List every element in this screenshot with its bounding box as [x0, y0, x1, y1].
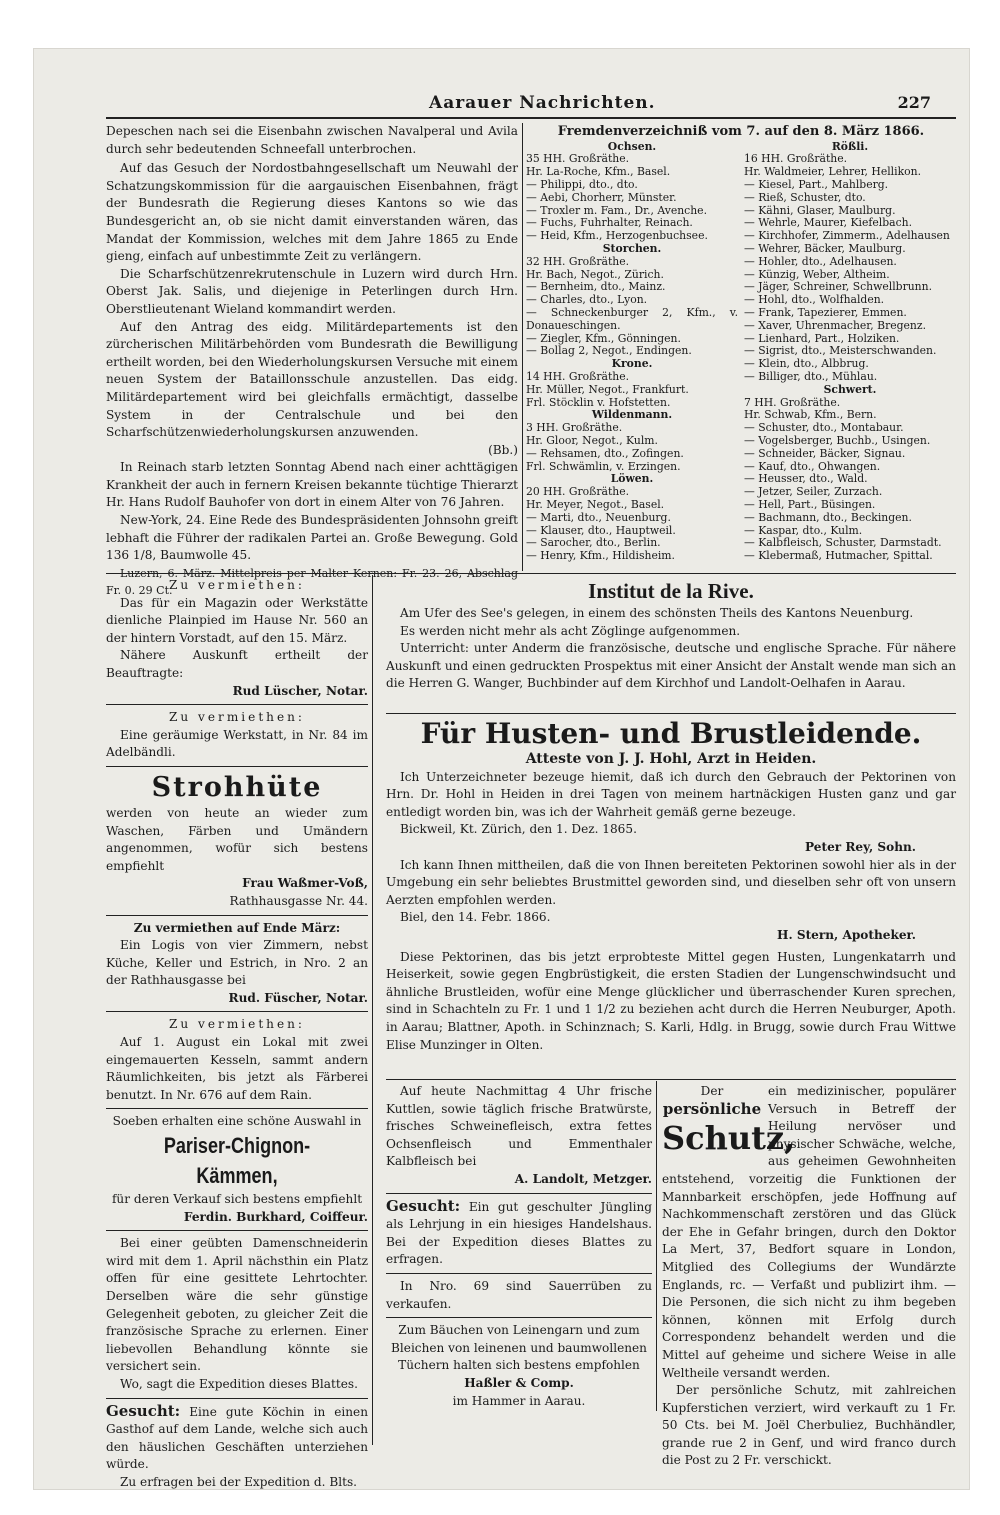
register-entry: Hr. Waldmeier, Lehrer, Hellikon. [744, 165, 922, 179]
news-source: (Bb.) [488, 442, 518, 457]
register-entry: — Bernheim, dto., Mainz. [526, 280, 666, 294]
ad-text: In Nro. 69 sind Sauerrüben zu verkaufen. [386, 1278, 652, 1311]
register-entry: — Kirchhofer, Zimmerm., Adelhausen [744, 229, 950, 243]
register-entry: — Sigrist, dto., Meisterschwanden. [744, 344, 937, 358]
register-entry: — Henry, Kfm., Hildisheim. [526, 549, 675, 563]
section-rule [386, 713, 956, 714]
register-hotel: Löwen. [610, 472, 654, 486]
ad-schutz [662, 1083, 956, 1470]
ad-signature: Haßler & Comp. [464, 1375, 574, 1390]
column-divider [372, 575, 373, 1445]
page-title: Aarauer Nachrichten. [429, 93, 656, 113]
ad-text: werden von heute an wieder zum Waschen, Färben und Umändern angenommen, wofür sich bestens empfiehlt [106, 805, 368, 873]
register-entry: — Hell, Part., Büsingen. [744, 497, 876, 511]
register-hotel: Schwert. [823, 382, 877, 396]
ad-rule [386, 1193, 652, 1194]
register-entry: 35 HH. Großräthe. [526, 152, 630, 166]
ad-text: Wo, sagt die Expedition dieses Blattes. [120, 1376, 358, 1391]
register-entry: — Hohler, dto., Adelhausen. [744, 254, 897, 268]
ad-rule [106, 1398, 368, 1399]
register-entry: — Kähni, Glaser, Maulburg. [744, 203, 896, 217]
register-entry: 14 HH. Großräthe. [526, 369, 630, 383]
register-entry: — Schneckenburger 2, Kfm., v. Donaueschingen. [526, 305, 738, 332]
register-entry: — Xaver, Uhrenmacher, Bregenz. [744, 318, 927, 332]
ad-rent-1 [106, 577, 368, 700]
ad-institut [386, 577, 956, 693]
register-entry: — Charles, dto., Lyon. [526, 293, 648, 307]
register-entry: — Rehsamen, dto., Zofingen. [526, 446, 684, 460]
ad-rule [106, 1230, 368, 1231]
ad-strohhuete [106, 771, 368, 911]
register-left [526, 141, 738, 563]
ad-husten [386, 717, 956, 1054]
ad-rent-4 [106, 1016, 368, 1104]
ad-text: Der persönliche Schutz, mit zahlreichen Kupferstichen verziert, wird verkauft zu 1 Fr. 50 Cts. bei M. Joël Cherbuliez, Buchhändler, grande rue 2 in Genf, und wird franco durch die Post zu 2 Fr. verschickt. [662, 1383, 956, 1468]
ad-signature: Rud. Füscher, Notar. [228, 990, 368, 1005]
ad-text: ein medizinischer, populärer Versuch in Betreff der Heilung nervöser und physischer Schwäche, welche, aus geheimen Gewohnheiten entstehend, vorzeitig die Funktionen der Mannbarkeit erschöpfen, jede Hoffnung auf Nachkommenschaft zerstören und das Glück der Ehe in Gefahr bringen, durch den Doktor La Mert, 37, Bedfort square in London, Mitglied des Collegiums der Wundärzte Englands, rc. — Verfaßt und publizirt ihm. — Die Personen, die sich nicht zu ihm begeben können, können mit Erfolg durch Correspondenz behandelt werden und die Mittel auf geheime und sichere Weise in alle Weltheile versandt werden. [662, 1084, 956, 1380]
register-entry: 20 HH. Großräthe. [526, 485, 630, 499]
register-entry: 32 HH. Großräthe. [526, 254, 630, 268]
testimonial: Ich Unterzeichneter bezeuge hiemit, daß ich durch den Gebrauch der Pektorinen von Hrn. Dr. Hohl in Heiden in drei Tagen von meinem hartnäckigen Husten ganz und gar entledigt worden bin, was ich der Wahrheit gemäß gerne bezeuge. [386, 769, 956, 819]
ad-text: Auf heute Nachmittag 4 Uhr frische Kuttlen, sowie täglich frische Bratwürste, frisches Schweinefleisch, extra fettes Ochsenfleisch und Emmenthaler Kalbfleisch bei [386, 1084, 652, 1169]
ad-signature: Rud Lüscher, Notar. [232, 683, 368, 698]
ad-text: Es werden nicht mehr als acht Zöglinge aufgenommen. [400, 623, 741, 638]
register-entry: — Heid, Kfm., Herzogenbuchsee. [526, 229, 708, 243]
ad-signature: Frau Waßmer-Voß, [242, 876, 368, 891]
news-column [106, 123, 518, 600]
register-entry: — Künzig, Weber, Altheim. [744, 267, 890, 281]
register-entry: Hr. Bach, Negot., Zürich. [526, 267, 664, 281]
ad-headline: Pariser-Chignon-Kämmen, [163, 1133, 311, 1189]
ad-rule [106, 766, 368, 767]
testimonial-signature: Peter Rey, Sohn. [805, 839, 916, 854]
register-entry: — Kiesel, Part., Mahlberg. [744, 177, 889, 191]
news-item: Luzern, 6. März. Mittelpreis per Malter Kernen: Fr. 23. 26, Abschlag Fr. 0. 29 Ct. [106, 566, 518, 598]
testimonial-place: Bickweil, Kt. Zürich, den 1. Dez. 1865. [400, 822, 637, 837]
register-entry: — Ziegler, Kfm., Gönningen. [526, 331, 681, 345]
register-entry: Hr. Schwab, Kfm., Bern. [744, 408, 877, 422]
testimonial-signature: H. Stern, Apotheker. [777, 927, 916, 942]
ad-headline: Institut de la Rive. [588, 579, 754, 603]
ads-left-column [106, 577, 368, 1490]
register-right [744, 141, 956, 563]
ad-damenschneiderin [106, 1235, 368, 1393]
ad-heading: Zu vermiethen: [169, 578, 305, 592]
ad-text: Unterricht: unter Anderm die französische, deutsche und englische Sprache. Für nähere Auskunft und einen gedruckten Prospektus mit einer Ansicht der Anstalt wende man sich an die Herren G. Wanger, Buchbinder auf dem Kirchhof und Landolt-Oelhafen in Aarau. [386, 641, 956, 691]
ad-rule [106, 1011, 368, 1012]
ad-text: Ein Logis von vier Zimmern, nebst Küche, Keller und Estrich, in Nro. 2 an der Rathhausgasse bei [106, 938, 368, 988]
news-item: Auf den Antrag des eidg. Militärdepartements ist den zürcherischen Militärbehörden vom Bundesrath die Bewilligung ertheilt worden, bei den Wiederholungskursen Versuche mit einem neuen System der Bataillonsschule anzustellen. Das eidg. Militärdepartement wird bei gleichfalls ermächtigt, dasselbe System in der Centralschule und bei den Scharfschützenwiederholungskursen anzuwenden. [106, 319, 518, 440]
register-entry: — Klein, dto., Albbrug. [744, 357, 869, 371]
guest-register [526, 123, 956, 563]
register-entry: — Bachmann, dto., Beckingen. [744, 510, 912, 524]
ad-subheading: Atteste von J. J. Hohl, Arzt in Heiden. [525, 751, 817, 767]
register-entry: Frl. Stöcklin v. Hofstetten. [526, 395, 671, 409]
register-entry: — Kauf, dto., Ohwangen. [744, 459, 881, 473]
ad-label: Gesucht: [386, 1196, 461, 1215]
news-item: Depeschen nach sei die Eisenbahn zwischen Navalperal und Avila durch sehr bedeutenden Schneefall unterbrochen. [106, 124, 518, 156]
ad-label: Gesucht: [106, 1401, 181, 1420]
ad-text: Auf 1. August ein Lokal mit zwei eingemauerten Kesseln, sammt andern Räumlichkeiten, bis jetzt als Färberei benutzt. In Nr. 676 auf dem Rain. [106, 1035, 368, 1102]
register-hotel: Storchen. [602, 241, 662, 255]
register-entry: Hr. La-Roche, Kfm., Basel. [526, 165, 671, 179]
register-entry: 16 HH. Großräthe. [744, 152, 848, 166]
register-entry: — Wehrle, Maurer, Kiefelbach. [744, 216, 913, 230]
register-entry: Hr. Gloor, Negot., Kulm. [526, 433, 658, 447]
ad-headline-part: Der [700, 1084, 724, 1098]
register-entry: — Klauser, dto., Hauptweil. [526, 523, 676, 537]
ad-text: Soeben erhalten eine schöne Auswahl in [112, 1114, 362, 1129]
section-rule [106, 573, 956, 574]
register-entry: — Vogelsberger, Buchb., Usingen. [744, 433, 931, 447]
register-entry: — Jäger, Schreiner, Schwellbrunn. [744, 280, 933, 294]
register-entry: 3 HH. Großräthe. [526, 421, 623, 435]
register-entry: — Bollag 2, Negot., Endingen. [526, 344, 692, 358]
ad-rent-2 [106, 709, 368, 762]
register-entry: — Lienhard, Part., Holziken. [744, 331, 900, 345]
register-entry: Frl. Schwämlin, v. Erzingen. [526, 459, 681, 473]
register-entry: — Troxler m. Fam., Dr., Avenche. [526, 203, 708, 217]
ad-chignon [106, 1113, 368, 1226]
ad-text: Das für ein Magazin oder Werkstätte dienliche Plainpied im Hause Nr. 560 an der hintern Vorstadt, auf den 15. März. [106, 595, 368, 645]
register-entry: — Sarocher, dto., Berlin. [526, 536, 661, 550]
ad-text: Bei einer geübten Damenschneiderin wird mit dem 1. April nächsthin ein Platz offen für eine gesittete Lehrtochter. Derselben wäre die sehr günstige Gelegenheit geboten, zu gleicher Zeit die französische Sprache zu erlernen. Einer liebevollen Behandlung könnte sie versichert sein. [106, 1236, 368, 1374]
ads-mid-column [386, 1083, 652, 1410]
register-entry: — Billiger, dto., Mühlau. [744, 369, 878, 383]
register-entry: — Jetzer, Seiler, Zurzach. [744, 485, 883, 499]
ad-text: Eine gute Köchin in einen Gasthof auf dem Lande, welche sich auch den häuslichen Geschäften unterziehen würde. [106, 1404, 368, 1472]
register-entry: — Marti, dto., Neuenburg. [526, 510, 671, 524]
ad-signature: im Hammer in Aarau. [452, 1393, 586, 1408]
register-entry: — Schuster, dto., Montabaur. [744, 421, 904, 435]
register-entry: — Fuchs, Fuhrhalter, Reinach. [526, 216, 693, 230]
register-entry: 7 HH. Großräthe. [744, 395, 841, 409]
section-rule [386, 1079, 956, 1080]
register-entry: — Frank, Tapezierer, Emmen. [744, 305, 907, 319]
register-entry: — Wehrer, Bäcker, Maulburg. [744, 241, 906, 255]
ad-headline-part: persönliche [662, 1099, 762, 1118]
ad-text: Nähere Auskunft ertheilt der Beauftragte: [106, 648, 368, 680]
register-entry: — Schneider, Bäcker, Signau. [744, 446, 906, 460]
register-entry: Hr. Meyer, Negot., Basel. [526, 497, 665, 511]
register-entry: — Kalbfleisch, Schuster, Darmstadt. [744, 536, 942, 550]
register-hotel: Krone. [611, 357, 653, 371]
header-rule [106, 117, 956, 119]
ad-text: für deren Verkauf sich bestens empfiehlt [111, 1192, 363, 1207]
ad-signature: A. Landolt, Metzger. [514, 1171, 652, 1186]
register-title: Fremdenverzeichniß vom 7. auf den 8. März 1866. [557, 124, 925, 139]
register-hotel: Rößli. [831, 139, 869, 153]
register-entry: — Klebermaß, Hutmacher, Spittal. [744, 549, 933, 563]
ad-rent-3 [106, 920, 368, 1008]
ad-text: Diese Pektorinen, das bis jetzt erprobteste Mittel gegen Husten, Lungenkatarrh und Heiserkeit, sowie gegen Engbrüstigkeit, die ersten Stadien der Lungenschwindsucht und ähnliche Brustleiden, wofür eine Menge glücklicher und überraschender Kuren sprechen, sind in Schachteln zu Fr. 1 und 1 1/2 zu beziehen acht durch die Herren Neuburger, Apoth. in Aarau; Blattner, Apoth. in Schinznach; S. Karli, Hdlg. in Brugg, sowie durch Frau Wittwe Elise Munzinger in Olten. [386, 949, 956, 1052]
ad-text: Ein gut geschulter Jüngling als Lehrjung in ein hiesiges Handelshaus. Bei der Expedition dieses Blattes zu erfragen. [386, 1199, 652, 1267]
ad-text: Zu erfragen bei der Expedition d. Blts. [120, 1474, 358, 1489]
ad-signature: Rathhausgasse Nr. 44. [229, 893, 368, 908]
news-item: In Reinach starb letzten Sonntag Abend nach einer achttägigen Krankheit der auch in fernern Kreisen bekannte tüchtige Thierarzt Hr. Hans Rudolf Bauhofer von dort in einem Alter von 76 Jahren. [106, 460, 518, 510]
ad-koechin [106, 1403, 368, 1490]
register-entry: — Aebi, Chorherr, Münster. [526, 190, 677, 204]
ad-text: Eine geräumige Werkstatt, in Nr. 84 im Adelbändli. [106, 727, 368, 760]
ad-headline: Für Husten- und Brustleidende. [420, 717, 922, 750]
newspaper-page [33, 48, 970, 1490]
ad-headline: Schutz, [662, 1119, 796, 1158]
ad-rule [106, 704, 368, 705]
ad-heading: Zu vermiethen: [169, 710, 305, 725]
register-entry: — Rieß, Schuster, dto. [744, 190, 866, 204]
column-divider [522, 123, 523, 571]
ad-headline: Strohhüte [151, 771, 323, 803]
page-number: 227 [897, 93, 931, 112]
ad-rule [106, 1108, 368, 1109]
register-entry: — Heusser, dto., Wald. [744, 472, 868, 486]
ad-rule [386, 1273, 652, 1274]
register-hotel: Ochsen. [607, 139, 657, 153]
register-entry: — Philippi, dto., dto. [526, 177, 638, 191]
ad-text: Zum Bäuchen von Leinengarn und zum Bleichen von leinenen und baumwollenen Tüchern halten sich bestens empfohlen [391, 1323, 647, 1373]
ad-heading: Zu vermiethen: [169, 1017, 305, 1032]
ad-rule [386, 1317, 652, 1318]
ad-signature: Ferdin. Burkhard, Coiffeur. [183, 1209, 368, 1224]
register-entry: — Kaspar, dto., Kulm. [744, 523, 863, 537]
ad-heading: Zu vermiethen auf Ende März: [133, 920, 341, 935]
news-item: New-York, 24. Eine Rede des Bundespräsidenten Johnsohn greift lebhaft die Führer der radikalen Partei an. Große Bewegung. Gold 136 1/8, Baumwolle 45. [106, 513, 518, 563]
testimonial: Ich kann Ihnen mittheilen, daß die von Ihnen bereiteten Pektorinen sowohl hier als in der Umgebung ein sehr beliebtes Brustmittel geworden sind, und dieselben sehr oft von unsern Aerzten empfohlen werden. [386, 857, 956, 907]
news-item: Auf das Gesuch der Nordostbahngesellschaft um Neuwahl der Schatzungskommission für die aargauischen Eisenbahnen, frägt der Bundesrath die Regierung dieses Kantons so wie das Bundesgericht an, ob sie nicht damit einverstanden wären, das Mandat der Kommission, welches mit dem Jahre 1865 zu Ende gieng, einfach auf unbestimmte Zeit zu verlängern. [106, 161, 518, 264]
column-divider [656, 1081, 657, 1411]
ad-rule [106, 915, 368, 916]
register-entry: — Hohl, dto., Wolfhalden. [744, 293, 885, 307]
testimonial-place: Biel, den 14. Febr. 1866. [400, 910, 551, 925]
news-item: Die Scharfschützenrekrutenschule in Luzern wird durch Hrn. Oberst Jak. Salis, und diejenige in Peterlingen durch Hrn. Oberstlieutenant Wieland kommandirt werden. [106, 266, 518, 316]
ad-text: Am Ufer des See's gelegen, in einem des schönsten Theils des Kantons Neuenburg. [400, 606, 914, 620]
register-entry: Hr. Müller, Negot., Frankfurt. [526, 382, 689, 396]
register-hotel: Wildenmann. [591, 408, 673, 422]
